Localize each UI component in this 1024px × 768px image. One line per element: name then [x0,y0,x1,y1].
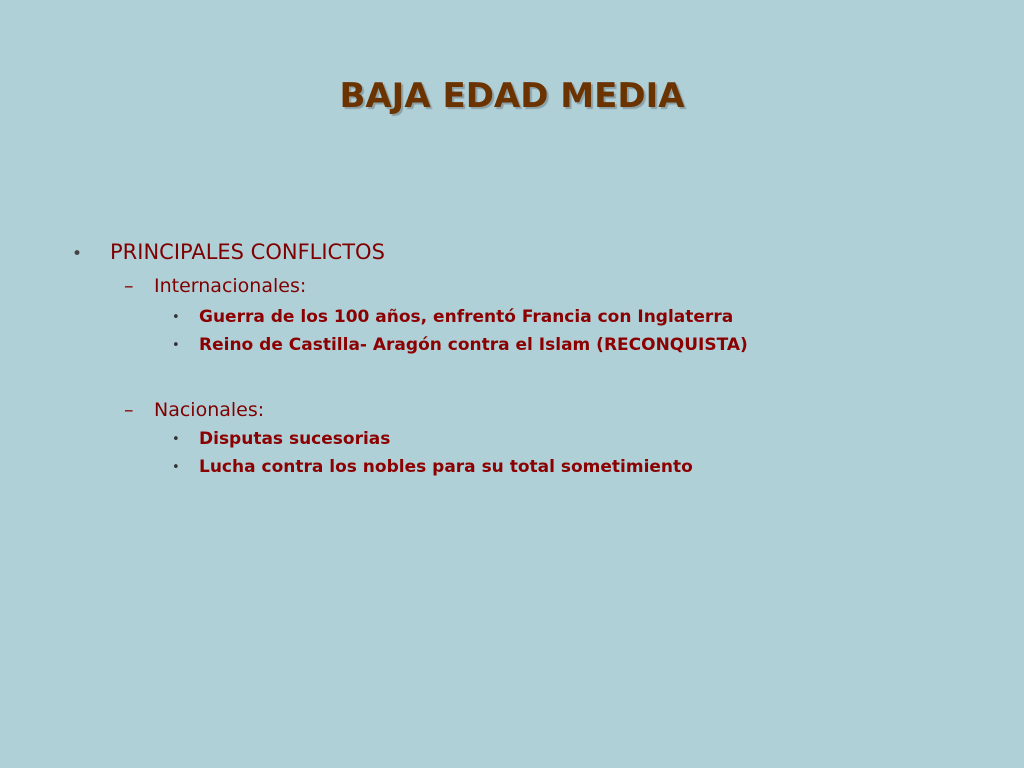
bullet-icon: • [72,244,83,264]
slide-title: BAJA EDAD MEDIA [339,76,685,116]
list-item: Reino de Castilla- Aragón contra el Islam (RECONQUISTA) [199,335,748,355]
list-item: Disputas sucesorias [199,429,391,449]
bullet-icon: • [172,432,180,447]
dash-icon: – [124,275,134,297]
bullet-icon: • [172,338,180,353]
list-item: Lucha contra los nobles para su total sometimiento [199,457,693,477]
list-item: Guerra de los 100 años, enfrentó Francia con Inglaterra [199,307,734,327]
bullet-principales-conflictos: PRINCIPALES CONFLICTOS [110,240,385,264]
dash-icon: – [124,399,134,421]
bullet-icon: • [172,310,180,325]
subheading-nacionales: Nacionales: [154,399,265,421]
bullet-icon: • [172,460,180,475]
subheading-internacionales: Internacionales: [154,275,307,297]
